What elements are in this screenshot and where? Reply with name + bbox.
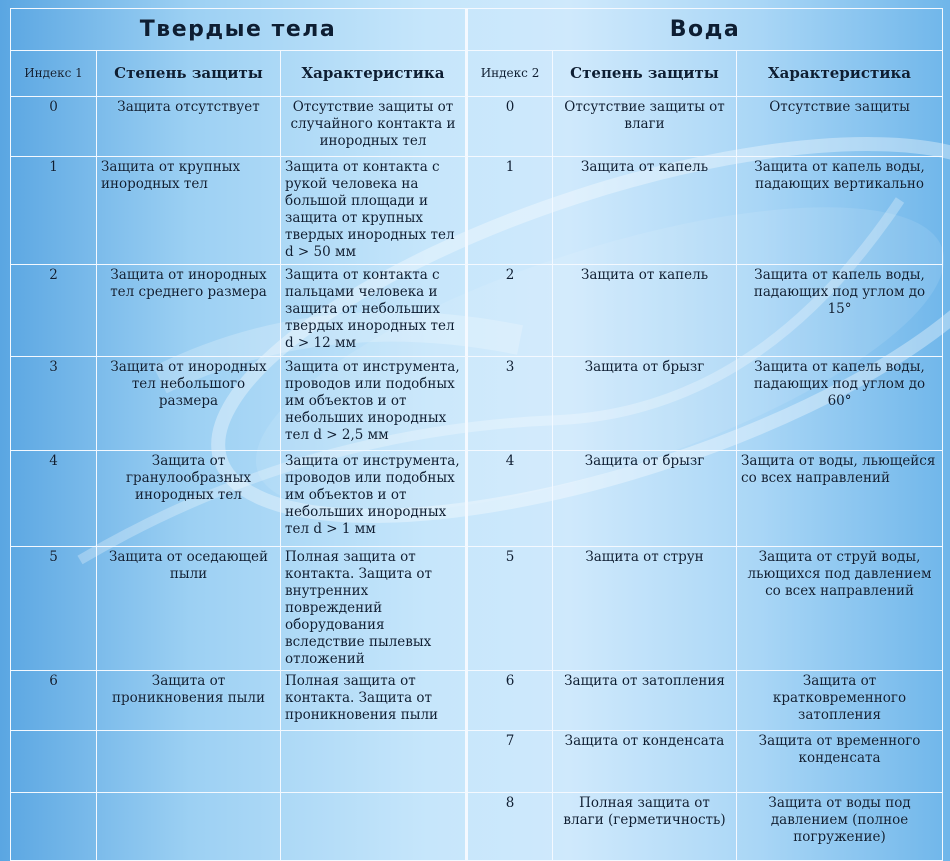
index-1-cell: 2 <box>11 265 97 357</box>
index-2-cell: 7 <box>467 731 553 793</box>
index-1-cell <box>11 793 97 861</box>
degree-1-cell: Защита отсутствует <box>97 97 281 157</box>
characteristic-2-cell: Защита от капель воды, падающих вертикально <box>737 157 943 265</box>
index-2-cell: 4 <box>467 451 553 547</box>
degree-1-cell <box>97 793 281 861</box>
characteristic-2-cell: Защита от временного конденсата <box>737 731 943 793</box>
degree-2-cell: Отсутствие защиты от влаги <box>553 97 737 157</box>
degree-1-cell: Защита от проникновения пыли <box>97 671 281 731</box>
degree-2-cell: Защита от струн <box>553 547 737 671</box>
characteristic-1-cell: Защита от инструмента, проводов или подобных им объектов и от небольших инородных тел d > 1 мм <box>281 451 467 547</box>
degree-2-cell: Защита от капель <box>553 265 737 357</box>
degree-2-cell: Защита от затопления <box>553 671 737 731</box>
characteristic-1-cell: Отсутствие защиты от случайного контакта и инородных тел <box>281 97 467 157</box>
index-1-cell: 5 <box>11 547 97 671</box>
table-row <box>11 451 943 547</box>
degree-2-cell: Защита от капель <box>553 157 737 265</box>
characteristic-1-cell: Защита от инструмента, проводов или подобных им объектов и от небольших инородных тел d > 2,5 мм <box>281 357 467 451</box>
index-2-cell: 0 <box>467 97 553 157</box>
characteristic-1-cell: Защита от контакта с рукой человека на большой площади и защита от крупных твердых инородных тел d > 50 мм <box>281 157 467 265</box>
index-2-cell: 8 <box>467 793 553 861</box>
header-characteristic-1: Характеристика <box>281 51 467 97</box>
table-row <box>11 793 943 861</box>
characteristic-2-cell: Защита от кратковременного затопления <box>737 671 943 731</box>
index-1-cell: 0 <box>11 97 97 157</box>
header-degree-1: Степень защиты <box>97 51 281 97</box>
index-2-cell: 2 <box>467 265 553 357</box>
characteristic-1-cell: Полная защита от контакта. Защита от проникновения пыли <box>281 671 467 731</box>
degree-2-cell: Защита от брызг <box>553 357 737 451</box>
group-water-title: Вода <box>467 9 943 51</box>
characteristic-1-cell <box>281 731 467 793</box>
degree-1-cell: Защита от гранулообразных инородных тел <box>97 451 281 547</box>
index-2-cell: 3 <box>467 357 553 451</box>
table-row <box>11 671 943 731</box>
protection-table <box>10 8 943 861</box>
table-row <box>11 157 943 265</box>
degree-1-cell: Защита от инородных тел среднего размера <box>97 265 281 357</box>
index-2-cell: 1 <box>467 157 553 265</box>
index-1-cell: 1 <box>11 157 97 265</box>
table-row <box>11 547 943 671</box>
characteristic-2-cell: Защита от струй воды, льющихся под давлением со всех направлений <box>737 547 943 671</box>
degree-2-cell: Защита от брызг <box>553 451 737 547</box>
degree-1-cell: Защита от крупных инородных тел <box>97 157 281 265</box>
index-1-cell: 6 <box>11 671 97 731</box>
characteristic-2-cell: Защита от воды под давлением (полное погружение) <box>737 793 943 861</box>
degree-2-cell: Полная защита от влаги (герметичность) <box>553 793 737 861</box>
index-2-cell: 6 <box>467 671 553 731</box>
characteristic-2-cell: Защита от капель воды, падающих под углом до 15° <box>737 265 943 357</box>
degree-1-cell <box>97 731 281 793</box>
table-row <box>11 97 943 157</box>
group-solid-title: Твердые тела <box>11 9 467 51</box>
characteristic-2-cell: Защита от капель воды, падающих под углом до 60° <box>737 357 943 451</box>
header-index-1: Индекс 1 <box>11 51 97 97</box>
column-header-row <box>11 51 943 97</box>
degree-1-cell: Защита от оседающей пыли <box>97 547 281 671</box>
header-index-2: Индекс 2 <box>467 51 553 97</box>
table-row <box>11 731 943 793</box>
characteristic-2-cell: Защита от воды, льющейся со всех направлений <box>737 451 943 547</box>
characteristic-1-cell <box>281 793 467 861</box>
degree-1-cell: Защита от инородных тел небольшого размера <box>97 357 281 451</box>
table-row <box>11 357 943 451</box>
degree-2-cell: Защита от конденсата <box>553 731 737 793</box>
index-1-cell <box>11 731 97 793</box>
index-2-cell: 5 <box>467 547 553 671</box>
group-header-row <box>11 9 943 51</box>
table-row <box>11 265 943 357</box>
index-1-cell: 4 <box>11 451 97 547</box>
header-characteristic-2: Характеристика <box>737 51 943 97</box>
characteristic-2-cell: Отсутствие защиты <box>737 97 943 157</box>
characteristic-1-cell: Защита от контакта с пальцами человека и защита от небольших твердых инородных тел d > 12 мм <box>281 265 467 357</box>
index-1-cell: 3 <box>11 357 97 451</box>
header-degree-2: Степень защиты <box>553 51 737 97</box>
characteristic-1-cell: Полная защита от контакта. Защита от внутренних повреждений оборудования вследствие пылевых отложений <box>281 547 467 671</box>
